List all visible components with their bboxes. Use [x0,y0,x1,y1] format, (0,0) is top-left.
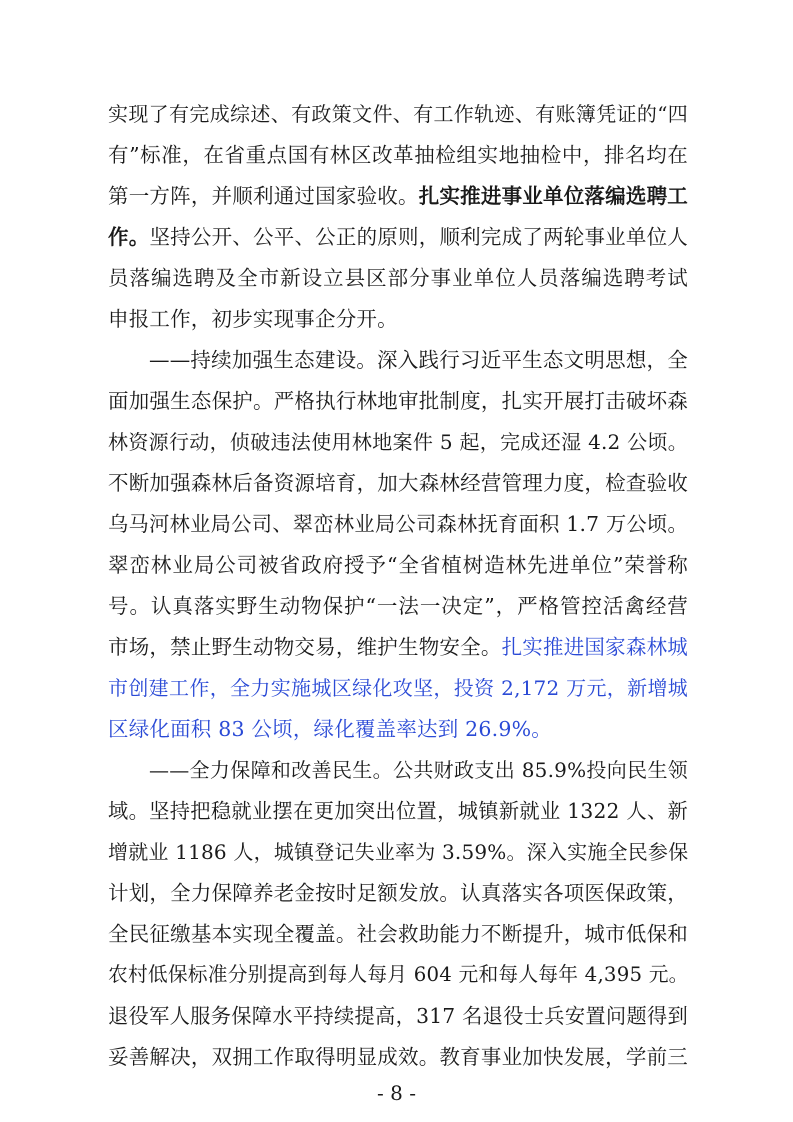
text-line [108,96,688,132]
text-run: 有”标准，在省重点国有林区改革抽检组实地抽检中，排名均在 [108,143,688,167]
text-run: ——持续加强生态建设。深入践行习近平生态文明思想，全 [149,348,688,372]
text-run: 增就业 1186 人，城镇登记失业率为 3.59%。深入实施全民参保 [108,840,689,864]
text-line [108,793,688,829]
text-line [108,875,688,911]
bold-heading-run: 作。 [108,225,150,249]
text-line [108,834,688,870]
text-line [108,670,688,706]
text-line [149,342,688,378]
text-run: 员落编选聘及全市新设立县区部分事业单位人员落编选聘考试 [108,266,688,290]
text-run: 第一方阵，并顺利通过国家验收。 [108,184,419,208]
text-line [108,260,688,296]
highlighted-text-run: 市创建工作，全力实施城区绿化攻坚，投资 2,172 万元，新增城 [108,676,688,700]
text-line [108,178,688,214]
text-run: 退役军人服务保障水平持续提高，317 名退役士兵安置问题得到 [108,1004,688,1028]
text-line [108,1039,688,1075]
highlighted-text-run: 区绿化面积 83 公顷，绿化覆盖率达到 26.9%。 [108,717,552,741]
text-line [108,711,688,747]
text-line [108,301,688,337]
text-run: 实现了有完成综述、有政策文件、有工作轨迹、有账簿凭证的“四 [108,102,688,126]
text-run: 妥善解决，双拥工作取得明显成效。教育事业加快发展，学前三 [108,1045,688,1069]
bold-heading-run: 扎实推进事业单位落编选聘工 [418,184,688,208]
text-run: 面加强生态保护。严格执行林地审批制度，扎实开展打击破坏森 [108,389,688,413]
text-line [108,424,688,460]
text-line [108,998,688,1034]
text-line [108,383,688,419]
text-run: 全民征缴基本实现全覆盖。社会救助能力不断提升，城市低保和 [108,922,688,946]
text-run: 计划，全力保障养老金按时足额发放。认真落实各项医保政策， [108,881,688,905]
text-line [108,506,688,542]
text-line [108,588,688,624]
text-line [108,137,688,173]
text-run: 申报工作，初步实现事企分开。 [108,307,398,331]
text-line [108,916,688,952]
text-line [108,629,688,665]
text-line [149,752,688,788]
text-line [108,219,688,255]
highlighted-text-run: 扎实推进国家森林城 [501,635,688,659]
text-line [108,465,688,501]
text-run: 市场，禁止野生动物交易，维护生物安全。 [108,635,502,659]
text-run: 号。认真落实野生动物保护“一法一决定”，严格管控活禽经营 [108,594,688,618]
text-run: 林资源行动，侦破违法使用林地案件 5 起，完成还湿 4.2 公顷。 [108,430,688,454]
text-run: 乌马河林业局公司、翠峦林业局公司森林抚育面积 1.7 万公顷。 [108,512,688,536]
text-run: 域。坚持把稳就业摆在更加突出位置，城镇新就业 1322 人、新 [108,799,688,823]
text-run: 农村低保标准分别提高到每人每月 604 元和每人每年 4,395 元。 [108,963,689,986]
page-number: - 8 - [377,1081,416,1105]
text-run: ——全力保障和改善民生。公共财政支出 85.9%投向民生领 [149,758,688,782]
text-line [108,547,688,583]
text-line [108,957,688,993]
text-run: 不断加强森林后备资源培育，加大森林经营管理力度，检查验收 [108,471,688,495]
text-run: 坚持公开、公平、公正的原则，顺利完成了两轮事业单位人 [149,225,688,249]
text-run: 翠峦林业局公司被省政府授予“全省植树造林先进单位”荣誉称 [108,553,688,577]
